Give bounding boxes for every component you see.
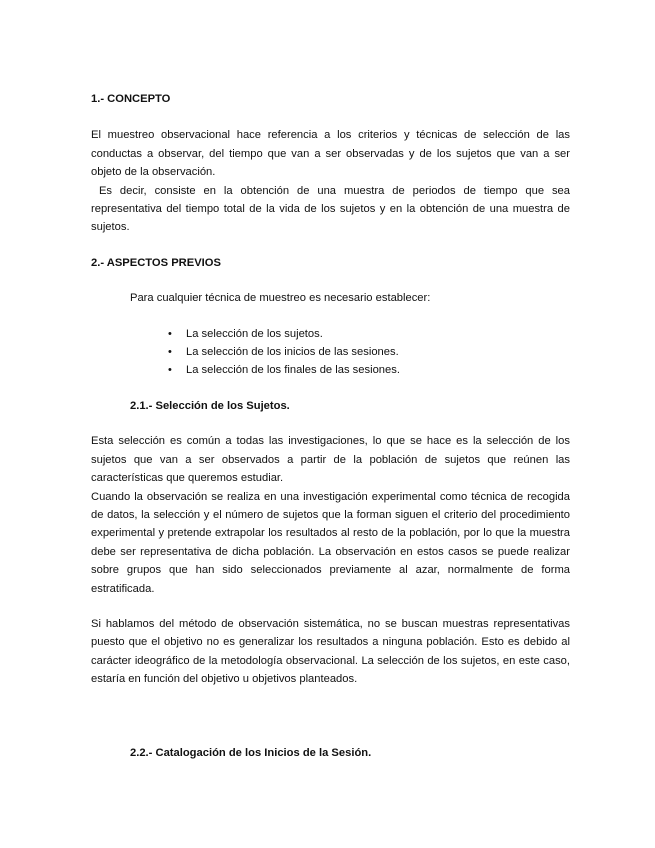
subsection-2-1-paragraph-3: Si hablamos del método de observación sistemática, no se buscan muestras representativas puesto que el objetivo no es generalizar los resultados a ninguna población. Esto es debido al carácter ideográfico de la metodología observacional. La selección de los sujetos, en este caso, estaría en función del objetivo u objetivos planteados.: [91, 617, 570, 686]
subsection-2-1-paragraph-2: Cuando la observación se realiza en una investigación experimental como técnica de recogida de datos, la selección y el número de sujetos que la forman siguen el criterio del procedimiento experimental y pretende extrapolar los resultados al resto de la población, por lo que la muestra debe ser representativa de dicha población. La observación en estos casos se puede realizar sobre grupos que han sido seleccionados previamente al azar, normalmente de forma estratificada.: [91, 490, 570, 595]
section-1-paragraph-1: El muestreo observacional hace referencia a los criterios y técnicas de selección de las conductas a observar, del tiempo que van a ser observadas y de los sujetos que van a ser objeto de la observación.: [91, 129, 570, 179]
subsection-2-1-title: 2.1.- Selección de los Sujetos.: [130, 399, 290, 412]
list-item: [164, 361, 570, 379]
bullet-list: [91, 325, 570, 380]
section-1-paragraph-2: Es decir, consiste en la obtención de una muestra de periodos de tiempo que sea representativa del tiempo total de la vida de los sujetos y en la obtención de una muestra de sujetos.: [91, 184, 574, 234]
section-1-title: 1.- CONCEPTO: [91, 93, 171, 105]
section-2-title: 2.- ASPECTOS PREVIOS: [91, 256, 221, 269]
section-2-intro: Para cualquier técnica de muestreo es necesario establecer:: [130, 292, 431, 305]
subsection-2-1-paragraph-1: Esta selección es común a todas las investigaciones, lo que se hace es la selección de los sujetos que van a ser observados a partir de la población de sujetos que reúnen las características que queremos estudiar.: [91, 435, 570, 485]
list-item: [164, 343, 570, 361]
list-item-text: La selección de los sujetos.: [186, 327, 323, 340]
list-item-text: La selección de los inicios de las sesiones.: [186, 346, 399, 359]
list-item-text: La selección de los finales de las sesiones.: [186, 364, 400, 377]
document-content: [91, 90, 574, 762]
subsection-2-2-title: 2.2.- Catalogación de los Inicios de la Sesión.: [130, 746, 372, 759]
list-item: [164, 325, 570, 343]
bullet-icon: •: [168, 327, 172, 340]
bullet-icon: •: [168, 346, 172, 359]
bullet-icon: •: [168, 364, 172, 377]
